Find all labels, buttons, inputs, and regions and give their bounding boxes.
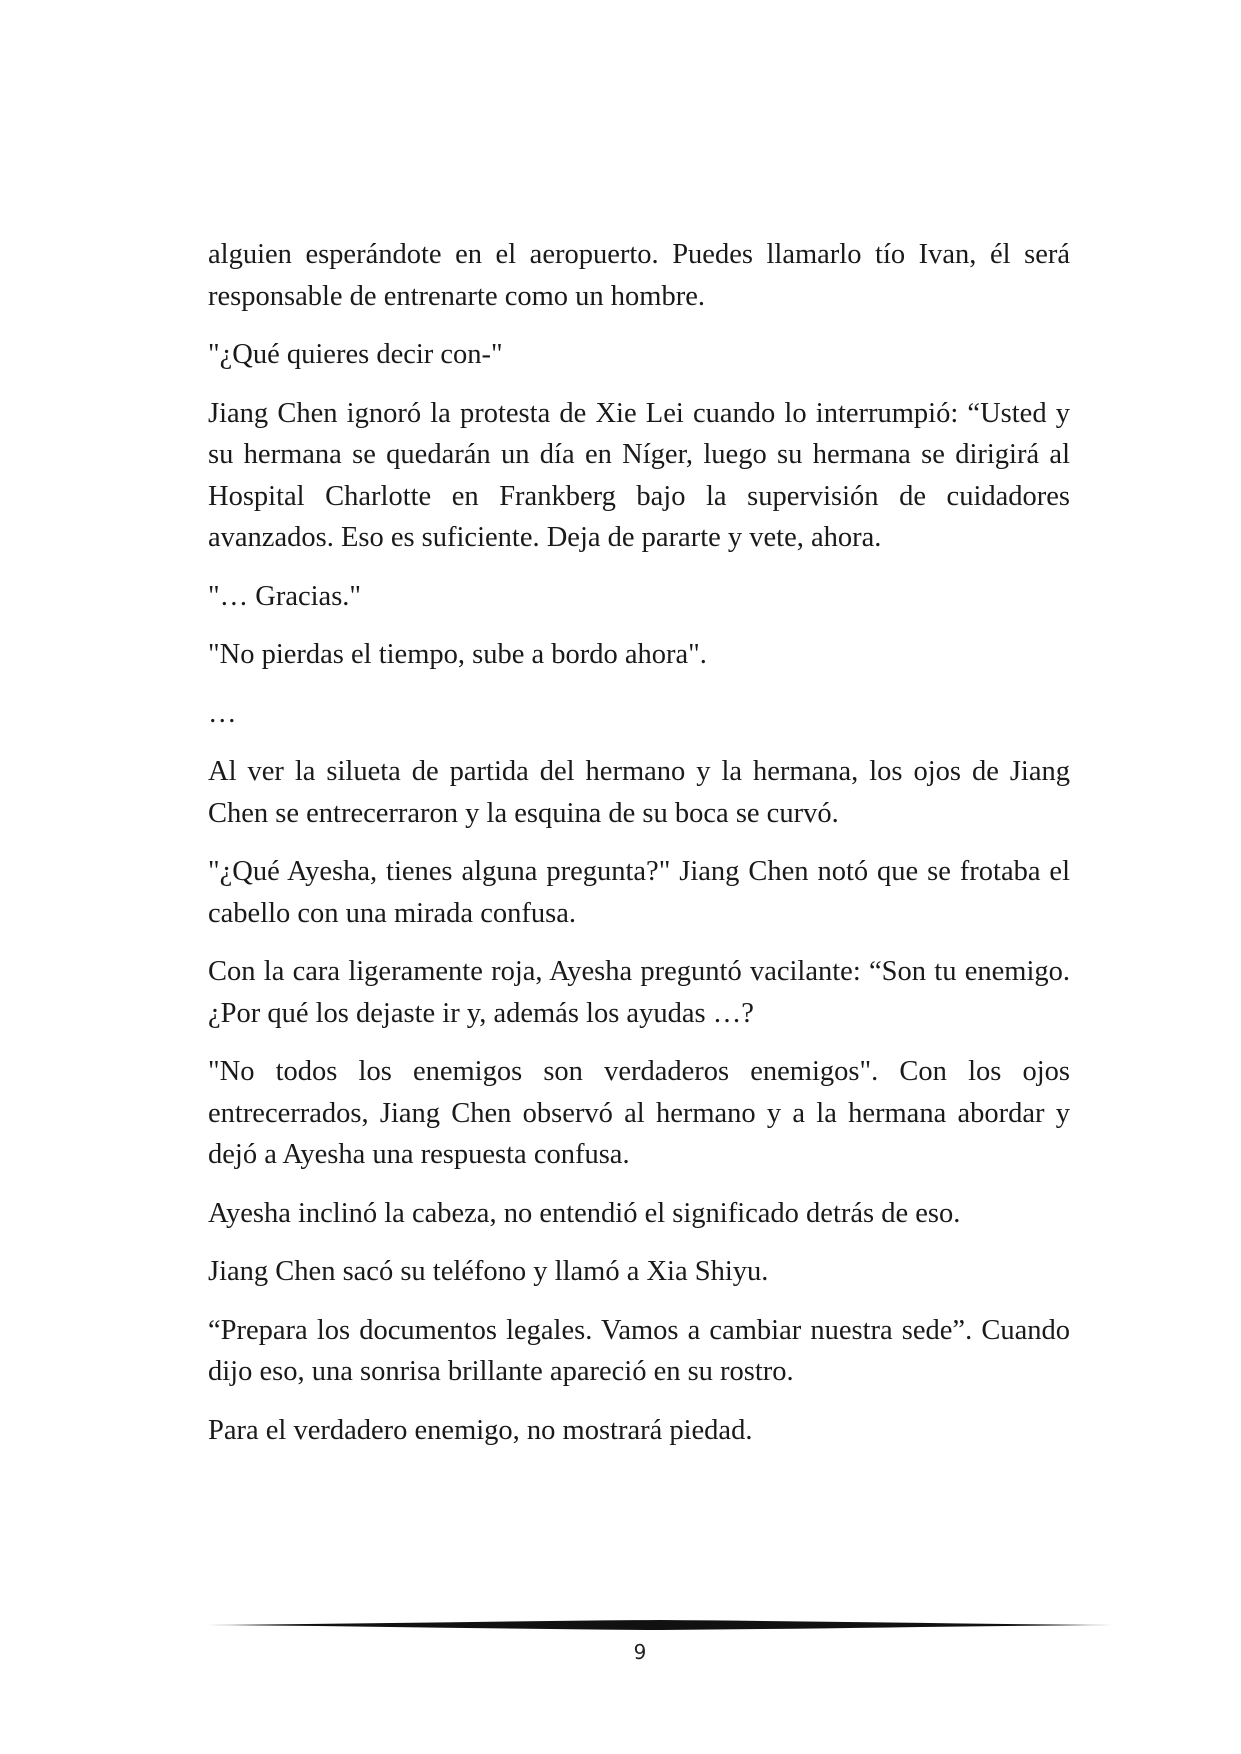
paragraph: …	[208, 697, 237, 729]
paragraph: Ayesha inclinó la cabeza, no entendió el significado detrás de eso.	[208, 1197, 961, 1229]
paragraph: alguien esperándote en el aeropuerto. Puedes llamarlo tío Ivan, él será responsable de entrenarte como un hombre.	[208, 239, 1070, 312]
paragraph: "No pierdas el tiempo, sube a bordo ahora".	[208, 639, 707, 670]
paragraph: Con la cara ligeramente roja, Ayesha preguntó vacilante: “Son tu enemigo. ¿Por qué los dejaste ir y, además los ayudas …?	[208, 956, 1070, 1029]
footer-divider	[207, 1618, 1113, 1632]
paragraph: Al ver la silueta de partida del hermano y la hermana, los ojos de Jiang Chen se entrecerraron y la esquina de su boca se curvó.	[208, 756, 1070, 829]
paragraph: "¿Qué Ayesha, tienes alguna pregunta?" Jiang Chen notó que se frotaba el cabello con una mirada confusa.	[208, 856, 1070, 929]
paragraph: "¿Qué quieres decir con-"	[208, 339, 503, 370]
paragraph: Para el verdadero enemigo, no mostrará piedad.	[208, 1414, 753, 1446]
page-number: 9	[633, 1640, 647, 1664]
paragraph: “Prepara los documentos legales. Vamos a cambiar nuestra sede”. Cuando dijo eso, una sonrisa brillante apareció en su rostro.	[208, 1314, 1070, 1387]
paragraph: Jiang Chen ignoró la protesta de Xie Lei cuando lo interrumpió: “Usted y su hermana se quedarán un día en Níger, luego su hermana se dirigirá al Hospital Charlotte en Frankberg bajo la supervisión de cuidadores avanzados. Eso es suficiente. Deja de pararte y vete, ahora.	[208, 397, 1070, 553]
paragraph: "No todos los enemigos son verdaderos enemigos". Con los ojos entrecerrados, Jiang Chen observó al hermano y a la hermana abordar y dejó a Ayesha una respuesta confusa.	[208, 1056, 1070, 1170]
body-text	[208, 234, 1070, 1468]
paragraph: "… Gracias."	[208, 580, 362, 612]
paragraph: Jiang Chen sacó su teléfono y llamó a Xia Shiyu.	[208, 1256, 769, 1287]
